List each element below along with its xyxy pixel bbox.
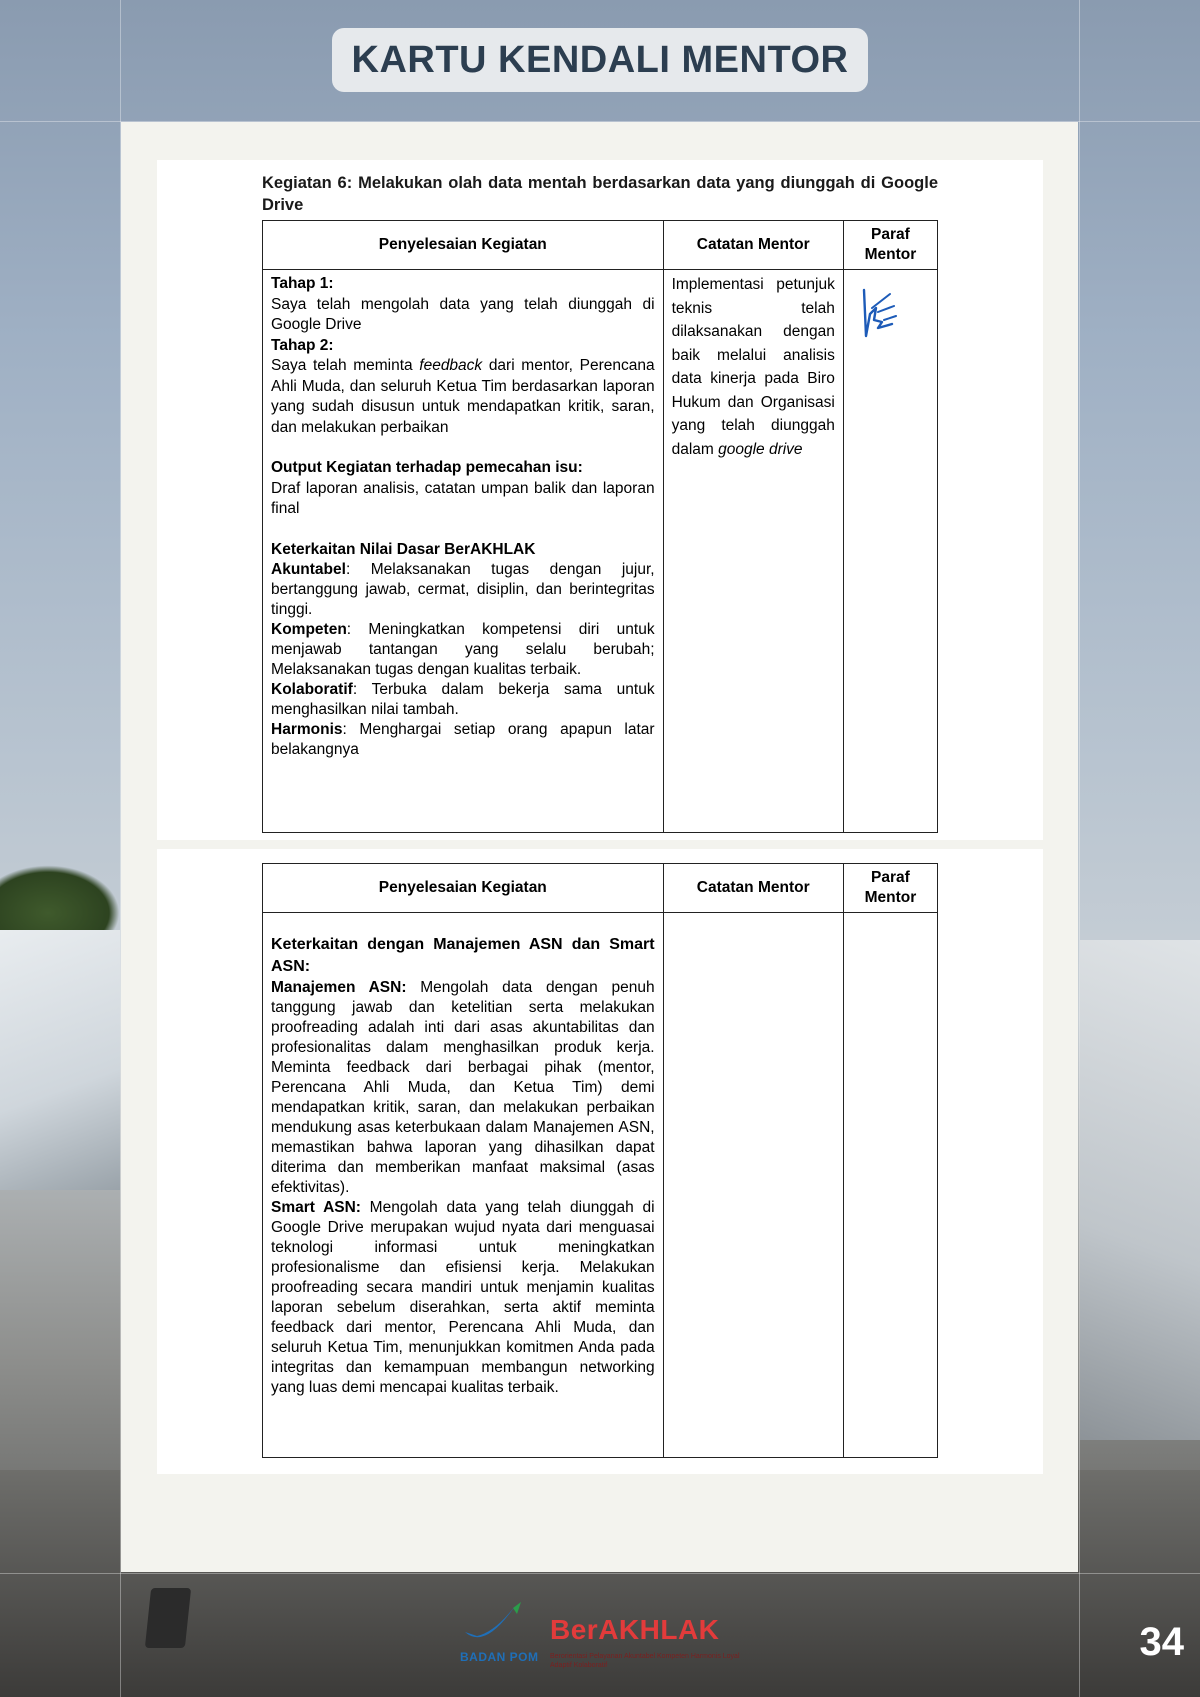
mentor-signature — [844, 278, 938, 348]
activity-heading: Kegiatan 6: Melakukan olah data mentah berdasarkan data yang diunggah di Google Drive — [262, 174, 938, 214]
background-roof-left — [0, 930, 120, 1190]
manajemen-text: Manajemen ASN: Mengolah data dengan penuh tanggung jawab dan ketelitian serta melakukan proofreading adalah inti dari asas akuntabilitas dan profesionalitas dalam menghasilkan produk kerja. Meminta feedback dari berbagai pihak (mentor, Perencana Ahli Muda, dan Ketua Tim) demi mendapatkan kritik, saran, dan melakukan perbaikan mendukung asas keterbukaan dalam Manajemen ASN, memastikan bahwa laporan yang dihasilkan dapat diterima dan memberikan manfaat maksimal (asas efektivitas). — [271, 979, 655, 1196]
control-table-1 — [262, 220, 938, 833]
background-roof-right — [1080, 940, 1200, 1440]
berakhlak-logo: BerAKHLAK — [550, 1614, 720, 1645]
tahap2-label: Tahap 2: — [271, 336, 334, 354]
cell-penyelesaian — [263, 270, 664, 833]
cell-penyelesaian — [263, 913, 664, 1458]
kompeten-text: Kompeten: Meningkatkan kompetensi diri untuk menjawab tantangan yang selalu berubah; Melaksanakan tugas dengan kualitas terbaik. — [271, 621, 655, 678]
cell-catatan — [663, 913, 843, 1458]
badan-pom-icon — [455, 1602, 535, 1652]
header-penyelesaian: Penyelesaian Kegiatan — [263, 864, 664, 913]
cell-paraf — [843, 270, 937, 833]
tahap1-text: Saya telah mengolah data yang telah diunggah di Google Drive — [271, 295, 655, 333]
badan-pom-logo: BADAN POM — [455, 1602, 545, 1672]
grid-line — [1079, 0, 1080, 1697]
nilai-label: Keterkaitan Nilai Dasar BerAKHLAK — [271, 540, 536, 558]
header-paraf: Paraf Mentor — [843, 221, 937, 270]
header-catatan: Catatan Mentor — [663, 221, 843, 270]
content-panel — [121, 122, 1078, 1572]
akuntabel-text: Akuntabel: Melaksanakan tugas dengan jujur, bertanggung jawab, cermat, disiplin, dan berintegritas tinggi. — [271, 561, 655, 618]
tahap2-text: Saya telah meminta feedback dari mentor, Perencana Ahli Muda, dan seluruh Ketua Tim berdasarkan laporan yang sudah disusun untuk mendapatkan kritik, saran, dan melakukan perbaikan — [271, 357, 655, 436]
harmonis-text: Harmonis: Menghargai setiap orang apapun latar belakangnya — [271, 721, 655, 758]
document-card-2 — [157, 849, 1043, 1474]
output-text: Draf laporan analisis, catatan umpan balik dan laporan final — [271, 479, 655, 517]
mentor-note: Implementasi petunjuk teknis telah dilaksanakan dengan baik melalui analisis data kinerja pada Biro Hukum dan Organisasi yang telah diunggah dalam google drive — [671, 276, 835, 458]
smart-text: Smart ASN: Mengolah data yang telah diunggah di Google Drive merupakan wujud nyata dari menguasai teknologi informasi untuk meningkatkan profesionalisme dan efisiensi kerja. Melakukan proofreading secara mandiri untuk menjamin kualitas laporan sebelum diserahkan, serta aktif meminta feedback dari mentor, Perencana Ahli Muda, dan seluruh Ketua Tim, menunjukkan komitmen Anda pada integritas dan kemampuan membangun networking yang luas demi mencapai kualitas terbaik. — [271, 1199, 655, 1396]
grid-line — [0, 1573, 1200, 1574]
cell-catatan — [663, 270, 843, 833]
cell-paraf — [843, 913, 937, 1458]
output-label: Output Kegiatan terhadap pemecahan isu: — [271, 459, 583, 476]
kolaboratif-text: Kolaboratif: Terbuka dalam bekerja sama untuk menghasilkan nilai tambah. — [271, 681, 655, 718]
header-paraf: Paraf Mentor — [843, 864, 937, 913]
header-catatan: Catatan Mentor — [663, 864, 843, 913]
page-title: KARTU KENDALI MENTOR — [332, 28, 868, 92]
tahap1-label: Tahap 1: — [271, 275, 334, 292]
keterkaitan-label: Keterkaitan dengan Manajemen ASN dan Smart ASN: — [271, 936, 655, 975]
footer-logos — [455, 1602, 755, 1682]
page-number: 34 — [1139, 1620, 1184, 1664]
berakhlak-tagline: Berorientasi Pelayanan Akuntabel Kompeten Harmonis Loyal Adaptif Kolaboratif — [550, 1653, 740, 1669]
wall-lamp — [145, 1588, 191, 1648]
document-card-1 — [157, 160, 1043, 840]
control-table-2 — [262, 863, 938, 1458]
header-penyelesaian: Penyelesaian Kegiatan — [263, 221, 664, 270]
